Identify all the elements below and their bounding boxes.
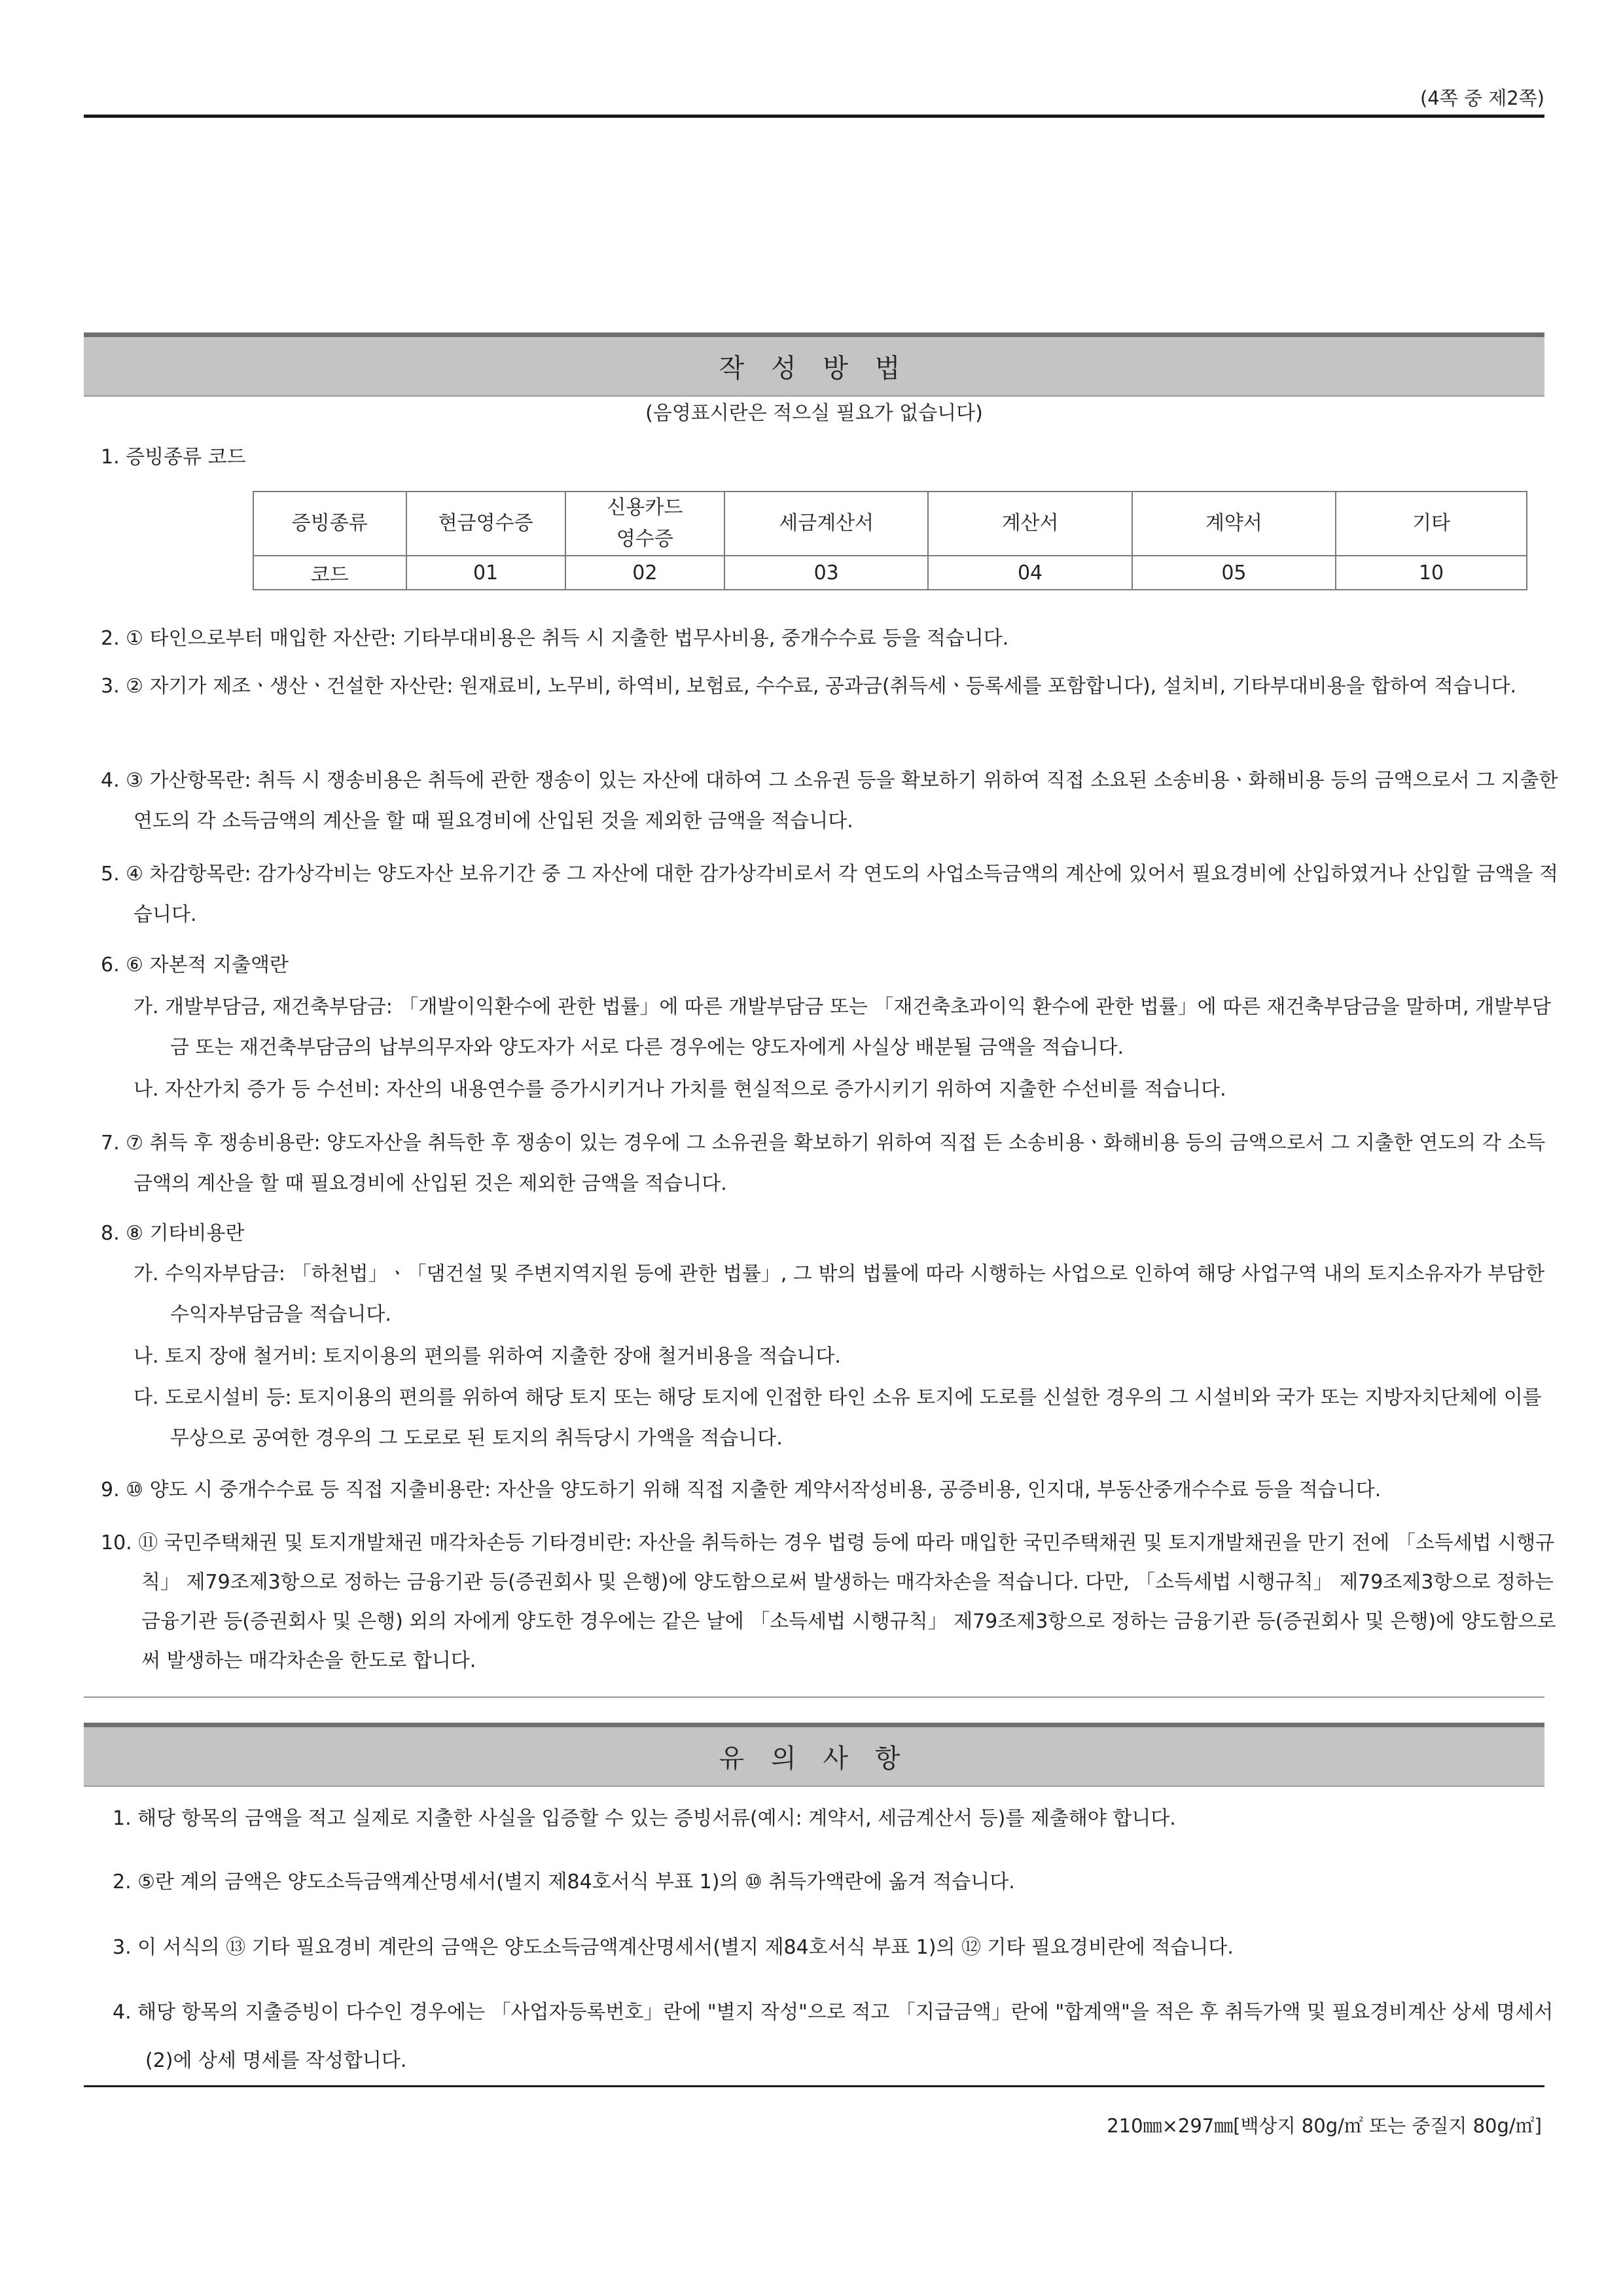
item-6-ga: 가. 개발부담금, 재건축부담금: 「개발이익환수에 관한 법률」에 따른 개발부담금 또는 「재건축초과이익 환수에 관한 법률」에 따른 재건축부담금을 말하며, 개발부담금 또는 재건축부담금의 납부의무자와 양도자가 서로 다른 경우에는 양도자에게 사실상 배분될 금액을 적습니다.	[134, 996, 1552, 1059]
code-table-cell: 03	[724, 556, 928, 590]
code-table-header	[565, 492, 724, 556]
item-1: 1. 증빙종류 코드	[101, 446, 246, 469]
code-table-header: 현금영수증	[406, 492, 565, 556]
code-table-header: 증빙종류	[253, 492, 406, 556]
shading-note: (음영표시란은 적으실 필요가 없습니다)	[645, 402, 983, 425]
item-8-na: 나. 토지 장애 철거비: 토지이용의 편의를 위하여 지출한 장애 철거비용을 적습니다.	[134, 1345, 841, 1368]
code-table-header: 계약서	[1132, 492, 1336, 556]
cautions-title: 유 의 사 항	[84, 1723, 1544, 1787]
item-6: 6. ⑥ 자본적 지출액란	[101, 954, 289, 977]
item-7: 7. ⑦ 취득 후 쟁송비용란: 양도자산을 취득한 후 쟁송이 있는 경우에 그 소유권을 확보하기 위하여 직접 든 소송비용ㆍ화해비용 등의 금액으로서 그 지출한 연도의 각 소득금액의 계산을 할 때 필요경비에 산입된 것은 제외한 금액을 적습니다.	[101, 1132, 1546, 1195]
item-10: 10. ⑪ 국민주택채권 및 토지개발채권 매각차손등 기타경비란: 자산을 취득하는 경우 법령 등에 따라 매입한 국민주택채권 및 토지개발채권을 만기 전에 「소득세법 시행규칙」 제79조제3항으로 정하는 금융기관 등(증권회사 및 은행)에 양도함으로써 발생하는 매각차손을 적습니다. 다만, 「소득세법 시행규칙」 제79조제3항으로 정하는 금융기관 등(증권회사 및 은행) 외의 자에게 양도한 경우에는 같은 날에 「소득세법 시행규칙」 제79조제3항으로 정하는 금융기관 등(증권회사 및 은행)에 양도함으로써 발생하는 매각차손을 한도로 합니다.	[101, 1532, 1556, 1672]
code-table-header-line: 신용카드	[607, 496, 683, 519]
code-table-cell: 코드	[253, 556, 406, 590]
page-number: (4쪽 중 제2쪽)	[1419, 87, 1544, 109]
paper-spec: 210㎜×297㎜[백상지 80g/㎡ 또는 중질지 80g/㎡]	[1107, 2115, 1542, 2137]
caution-2: 2. ⑤란 계의 금액은 양도소득금액계산명세서(별지 제84호서식 부표 1)의 ⑩ 취득가액란에 옮겨 적습니다.	[113, 1871, 1015, 1893]
item-2: 2. ① 타인으로부터 매입한 자산란: 기타부대비용은 취득 시 지출한 법무사비용, 중개수수료 등을 적습니다.	[101, 627, 1009, 650]
caution-1: 1. 해당 항목의 금액을 적고 실제로 지출한 사실을 입증할 수 있는 증빙서류(예시: 계약서, 세금계산서 등)를 제출해야 합니다.	[113, 1807, 1176, 1830]
instructions-title: 작 성 방 법	[84, 332, 1544, 397]
evidence-code-table	[253, 491, 1527, 590]
item-5: 5. ④ 차감항목란: 감가상각비는 양도자산 보유기간 중 그 자산에 대한 감가상각비로서 각 연도의 사업소득금액의 계산에 있어서 필요경비에 산입하였거나 산입할 금액을 적습니다.	[101, 863, 1558, 926]
item-4: 4. ③ 가산항목란: 취득 시 쟁송비용은 취득에 관한 쟁송이 있는 자산에 대하여 그 소유권 등을 확보하기 위하여 직접 소요된 소송비용ㆍ화해비용 등의 금액으로서 그 지출한 연도의 각 소득금액의 계산을 할 때 필요경비에 산입된 것을 제외한 금액을 적습니다.	[101, 769, 1558, 833]
code-table-cell: 02	[565, 556, 724, 590]
code-table-header: 기타	[1336, 492, 1527, 556]
caution-3: 3. 이 서식의 ⑬ 기타 필요경비 계란의 금액은 양도소득금액계산명세서(별지 제84호서식 부표 1)의 ⑫ 기타 필요경비란에 적습니다.	[113, 1936, 1234, 1959]
section-divider	[84, 1696, 1544, 1698]
item-9: 9. ⑩ 양도 시 중개수수료 등 직접 지출비용란: 자산을 양도하기 위해 직접 지출한 계약서작성비용, 공증비용, 인지대, 부동산중개수수료 등을 적습니다.	[101, 1479, 1382, 1501]
code-table-cell: 10	[1336, 556, 1527, 590]
item-8-ga: 가. 수익자부담금: 「하천법」ㆍ「댐건설 및 주변지역지원 등에 관한 법률」, 그 밖의 법률에 따라 시행하는 사업으로 인하여 해당 사업구역 내의 토지소유자가 부담한 수익자부담금을 적습니다.	[134, 1263, 1545, 1326]
item-3: 3. ② 자기가 제조ㆍ생산ㆍ건설한 자산란: 원재료비, 노무비, 하역비, 보험료, 수수료, 공과금(취득세ㆍ등록세를 포함합니다), 설치비, 기타부대비용을 합하여 적습니다.	[101, 675, 1517, 698]
bottom-rule	[84, 2085, 1544, 2087]
code-table-header-row	[253, 492, 1527, 556]
item-6-na: 나. 자산가치 증가 등 수선비: 자산의 내용연수를 증가시키거나 가치를 현실적으로 증가시키기 위하여 지출한 수선비를 적습니다.	[134, 1078, 1226, 1101]
code-table-cell: 01	[406, 556, 565, 590]
code-table-cell: 04	[928, 556, 1132, 590]
top-rule	[84, 115, 1544, 118]
code-table-header-line: 영수증	[616, 528, 673, 550]
caution-4: 4. 해당 항목의 지출증빙이 다수인 경우에는 「사업자등록번호」란에 "별지 작성"으로 적고 「지급금액」란에 "합계액"을 적은 후 취득가액 및 필요경비계산 상세 명세서(2)에 상세 명세를 작성합니다.	[113, 2001, 1554, 2072]
code-table-cell: 05	[1132, 556, 1336, 590]
code-table-value-row	[253, 556, 1527, 590]
item-8: 8. ⑧ 기타비용란	[101, 1222, 245, 1245]
code-table-header: 세금계산서	[724, 492, 928, 556]
item-8-da: 다. 도로시설비 등: 토지이용의 편의를 위하여 해당 토지 또는 해당 토지에 인접한 타인 소유 토지에 도로를 신설한 경우의 그 시설비와 국가 또는 지방자치단체에 이를 무상으로 공여한 경우의 그 도로로 된 토지의 취득당시 가액을 적습니다.	[134, 1386, 1542, 1450]
code-table-header: 계산서	[928, 492, 1132, 556]
